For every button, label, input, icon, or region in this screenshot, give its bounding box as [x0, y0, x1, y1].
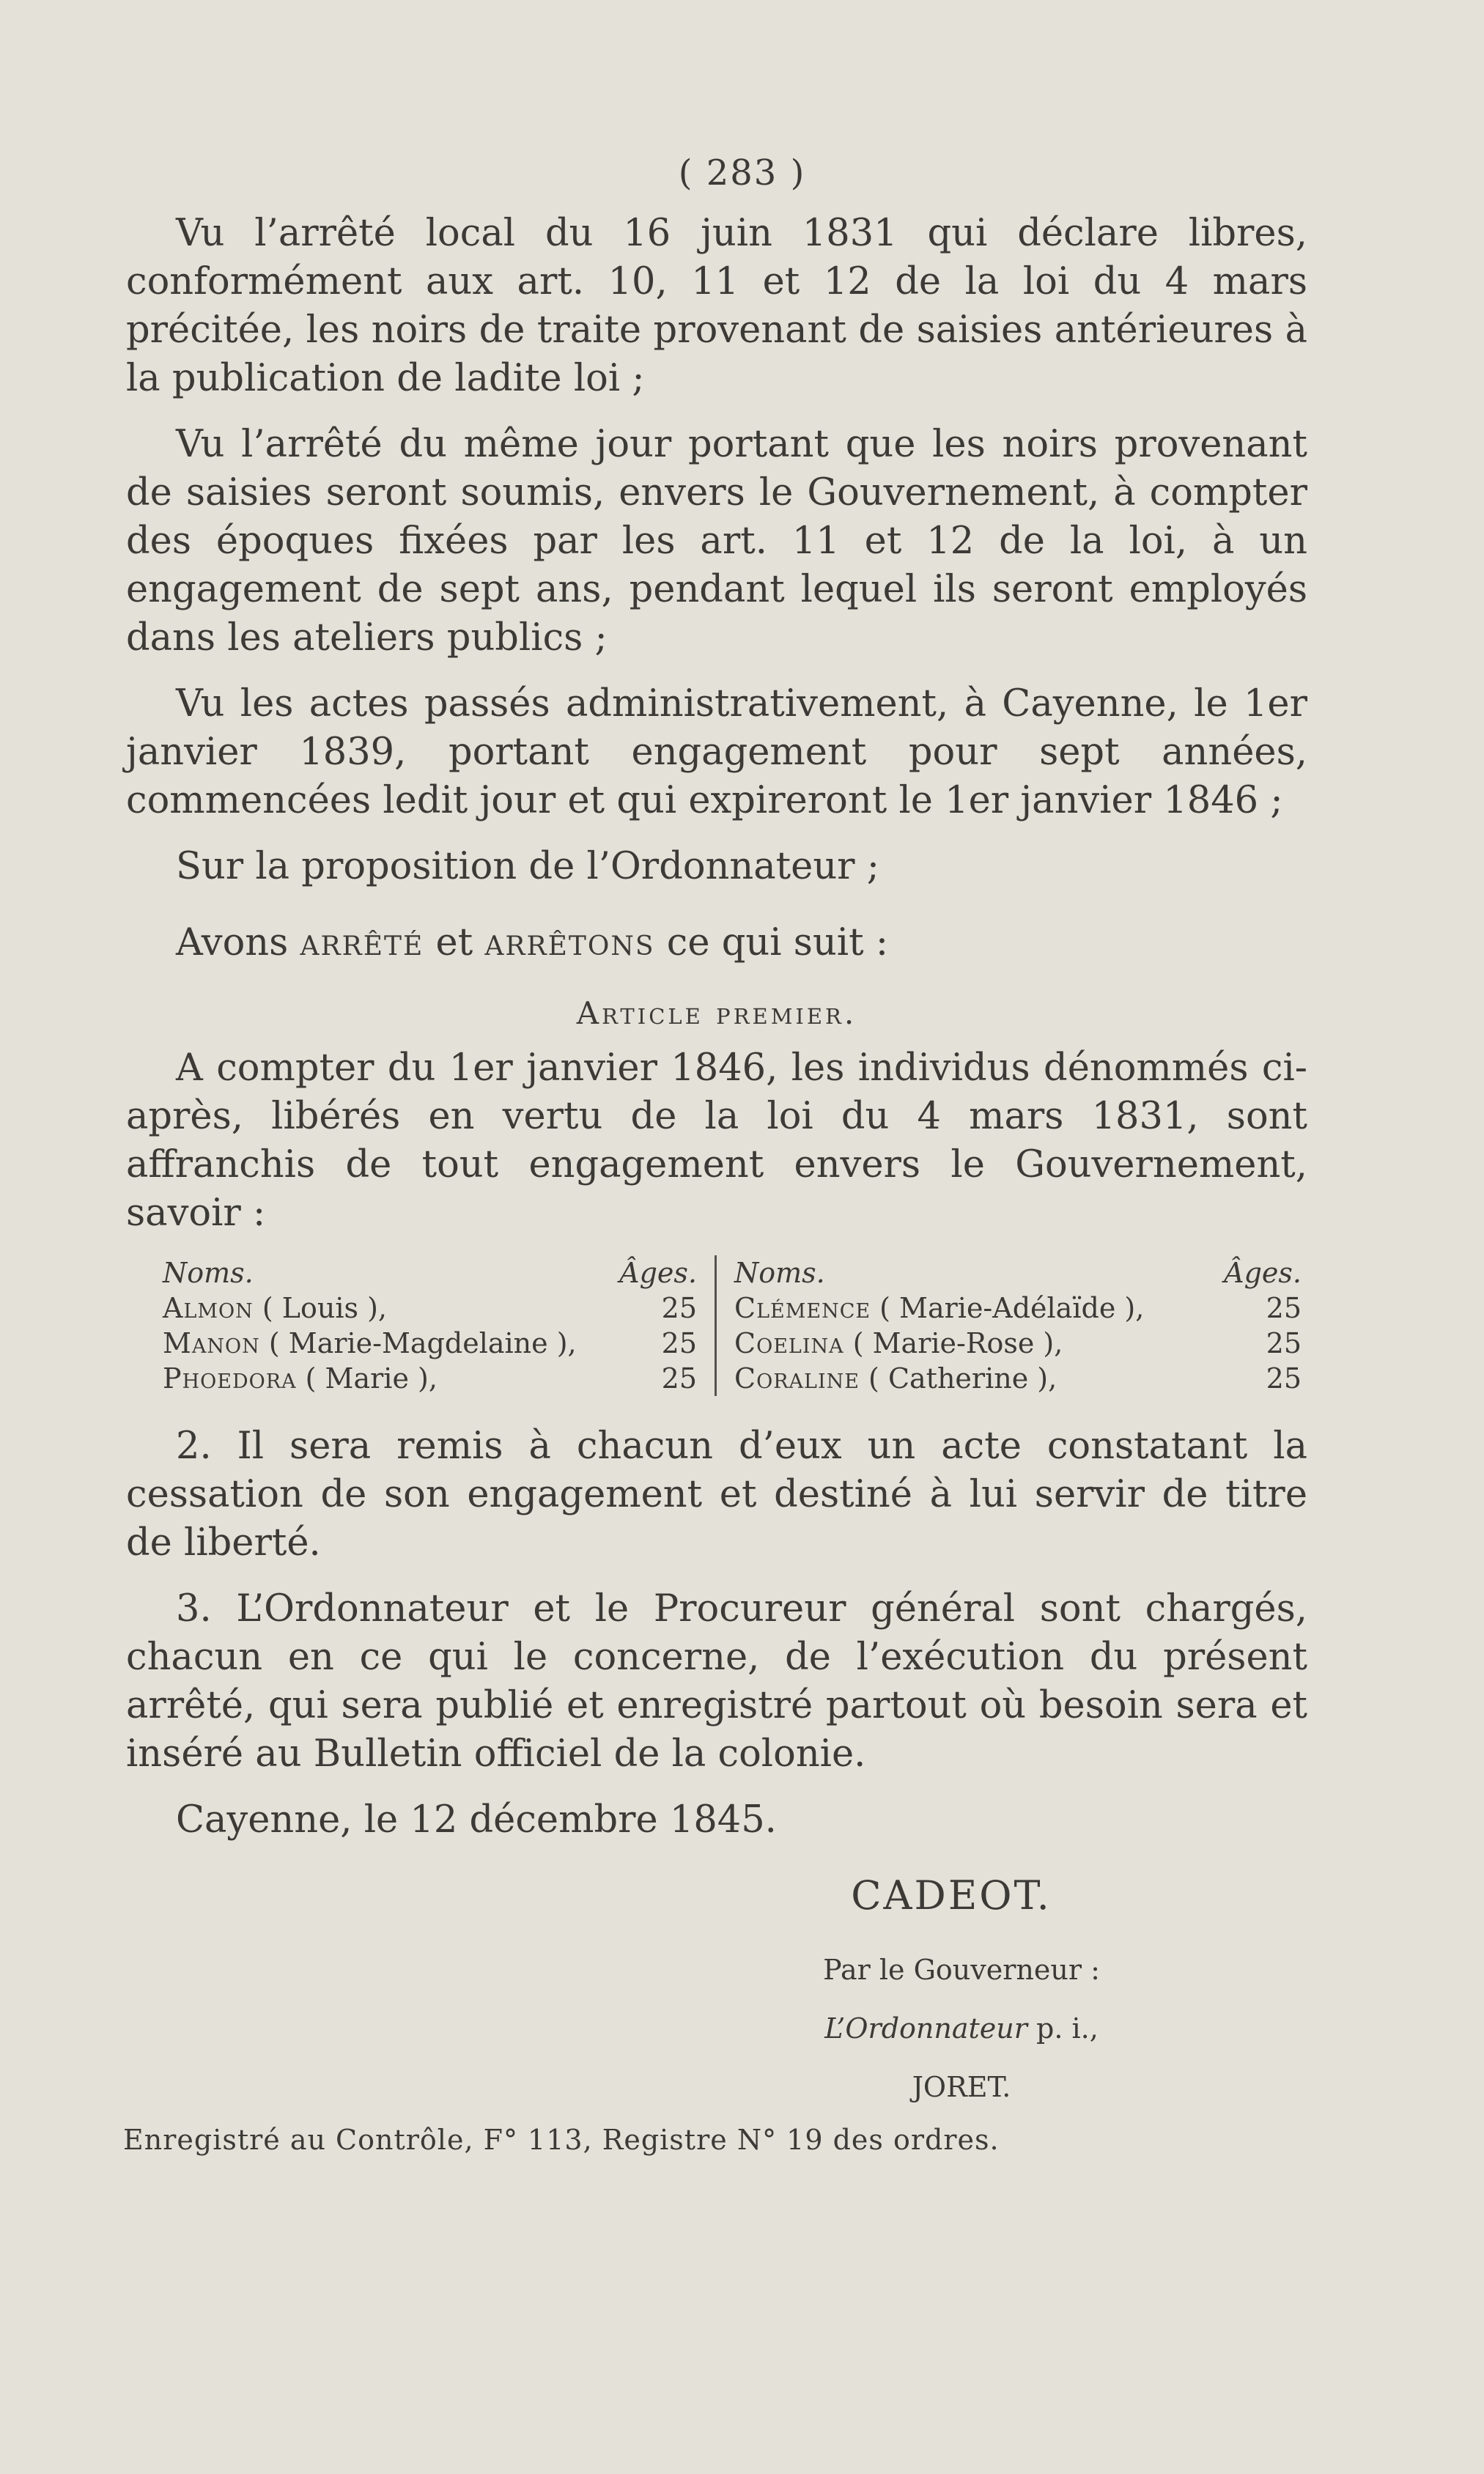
given-name: ( Marie-Magdelaine ),	[259, 1327, 577, 1359]
column-header	[163, 1255, 697, 1290]
paragraph-arrete-meme-jour: Vu l’arrêté du même jour portant que les noirs provenant de saisies seront soumis, envers le Gouvernement, à compter des époques fixées par les art. 11 et 12 de la loi, à un engagement de sept ans, pendant lequel ils seront employés dans les ateliers publics ;	[126, 423, 1307, 660]
paragraph-proposition: Sur la proposition de l’Ordonnateur ;	[176, 845, 879, 888]
table-row	[163, 1290, 697, 1326]
ordonnateur-title: L’Ordonnateur	[824, 2012, 1027, 2045]
decree-pre: Avons	[176, 921, 300, 964]
header-name: Noms.	[163, 1257, 254, 1289]
paragraph-actes: Vu les actes passés administrativement, à Cayenne, le 1er janvier 1839, portant engagement pour sept années, commencées ledit jour et qui expireront le 1er janvier 1846 ;	[126, 682, 1307, 822]
age: 25	[661, 1362, 697, 1395]
by-governor: Par le Gouverneur :	[823, 1954, 1100, 1986]
document-body	[126, 210, 1307, 2116]
table-row	[734, 1361, 1302, 1396]
registration-note: Enregistré au Contrôle, F° 113, Registre N° 19 des ordres.	[123, 2124, 1000, 2156]
table-row	[734, 1290, 1302, 1326]
age: 25	[1266, 1362, 1302, 1395]
given-name: ( Catherine ),	[859, 1362, 1057, 1395]
ordonnateur-suffix: p. i.,	[1027, 2012, 1099, 2045]
header-name: Noms.	[734, 1257, 825, 1289]
countersignature-block	[771, 1941, 1152, 2116]
place-date: Cayenne, le 12 décembre 1845.	[176, 1798, 777, 1842]
article-1: A compter du 1er janvier 1846, les individus dénommés ci-après, libérés en vertu de la loi du 4 mars 1831, sont affranchis de tout engagement envers le Gouvernement, savoir :	[126, 1046, 1307, 1235]
decree-word-arretons: arrêtons	[484, 921, 655, 964]
age: 25	[1266, 1292, 1302, 1324]
paragraph-decree	[126, 919, 1307, 967]
names-column-right	[717, 1255, 1307, 1396]
names-column-left	[126, 1255, 717, 1396]
article-heading: Article premier.	[576, 995, 857, 1031]
surname: Manon	[163, 1327, 260, 1359]
decree-post: ce qui suit :	[654, 921, 888, 964]
column-header	[734, 1255, 1302, 1290]
header-age: Âges.	[1224, 1257, 1302, 1289]
article-2: 2. Il sera remis à chacun d’eux un acte constatant la cessation de son engagement et destiné à lui servir de titre de liberté.	[126, 1425, 1307, 1565]
ordonnateur-line	[771, 1999, 1152, 2058]
surname: Phoedora	[163, 1362, 297, 1395]
table-row	[163, 1361, 697, 1396]
age: 25	[661, 1327, 697, 1359]
page-number: ( 283 )	[678, 152, 806, 193]
age: 25	[1266, 1327, 1302, 1359]
given-name: ( Marie ),	[296, 1362, 438, 1395]
article-3: 3. L’Ordonnateur et le Procureur général sont chargés, chacun en ce qui le concerne, de l’exécution du présent arrêté, qui sera publié et enregistré partout où besoin sera et inséré au Bulletin officiel de la colonie.	[126, 1587, 1307, 1776]
paragraph-arrete-local: Vu l’arrêté local du 16 juin 1831 qui déclare libres, conformément aux art. 10, 11 et 12 de la loi du 4 mars précitée, les noirs de traite provenant de saisies antérieures à la publication de ladite loi ;	[126, 212, 1307, 400]
names-table	[126, 1255, 1307, 1396]
header-age: Âges.	[619, 1257, 697, 1289]
surname: Coelina	[734, 1327, 844, 1359]
table-row	[734, 1326, 1302, 1361]
table-row	[163, 1326, 697, 1361]
age: 25	[661, 1292, 697, 1324]
given-name: ( Marie-Rose ),	[843, 1327, 1063, 1359]
surname: Clémence	[734, 1292, 871, 1324]
signature-governor: CADEOT.	[851, 1872, 1052, 1919]
cosigner-name: JORET.	[912, 2071, 1011, 2103]
given-name: ( Marie-Adélaïde ),	[871, 1292, 1145, 1324]
decree-mid: et	[424, 921, 485, 964]
surname: Almon	[163, 1292, 254, 1324]
decree-word-arrete: arrêté	[300, 921, 424, 964]
surname: Coraline	[734, 1362, 860, 1395]
given-name: ( Louis ),	[253, 1292, 387, 1324]
